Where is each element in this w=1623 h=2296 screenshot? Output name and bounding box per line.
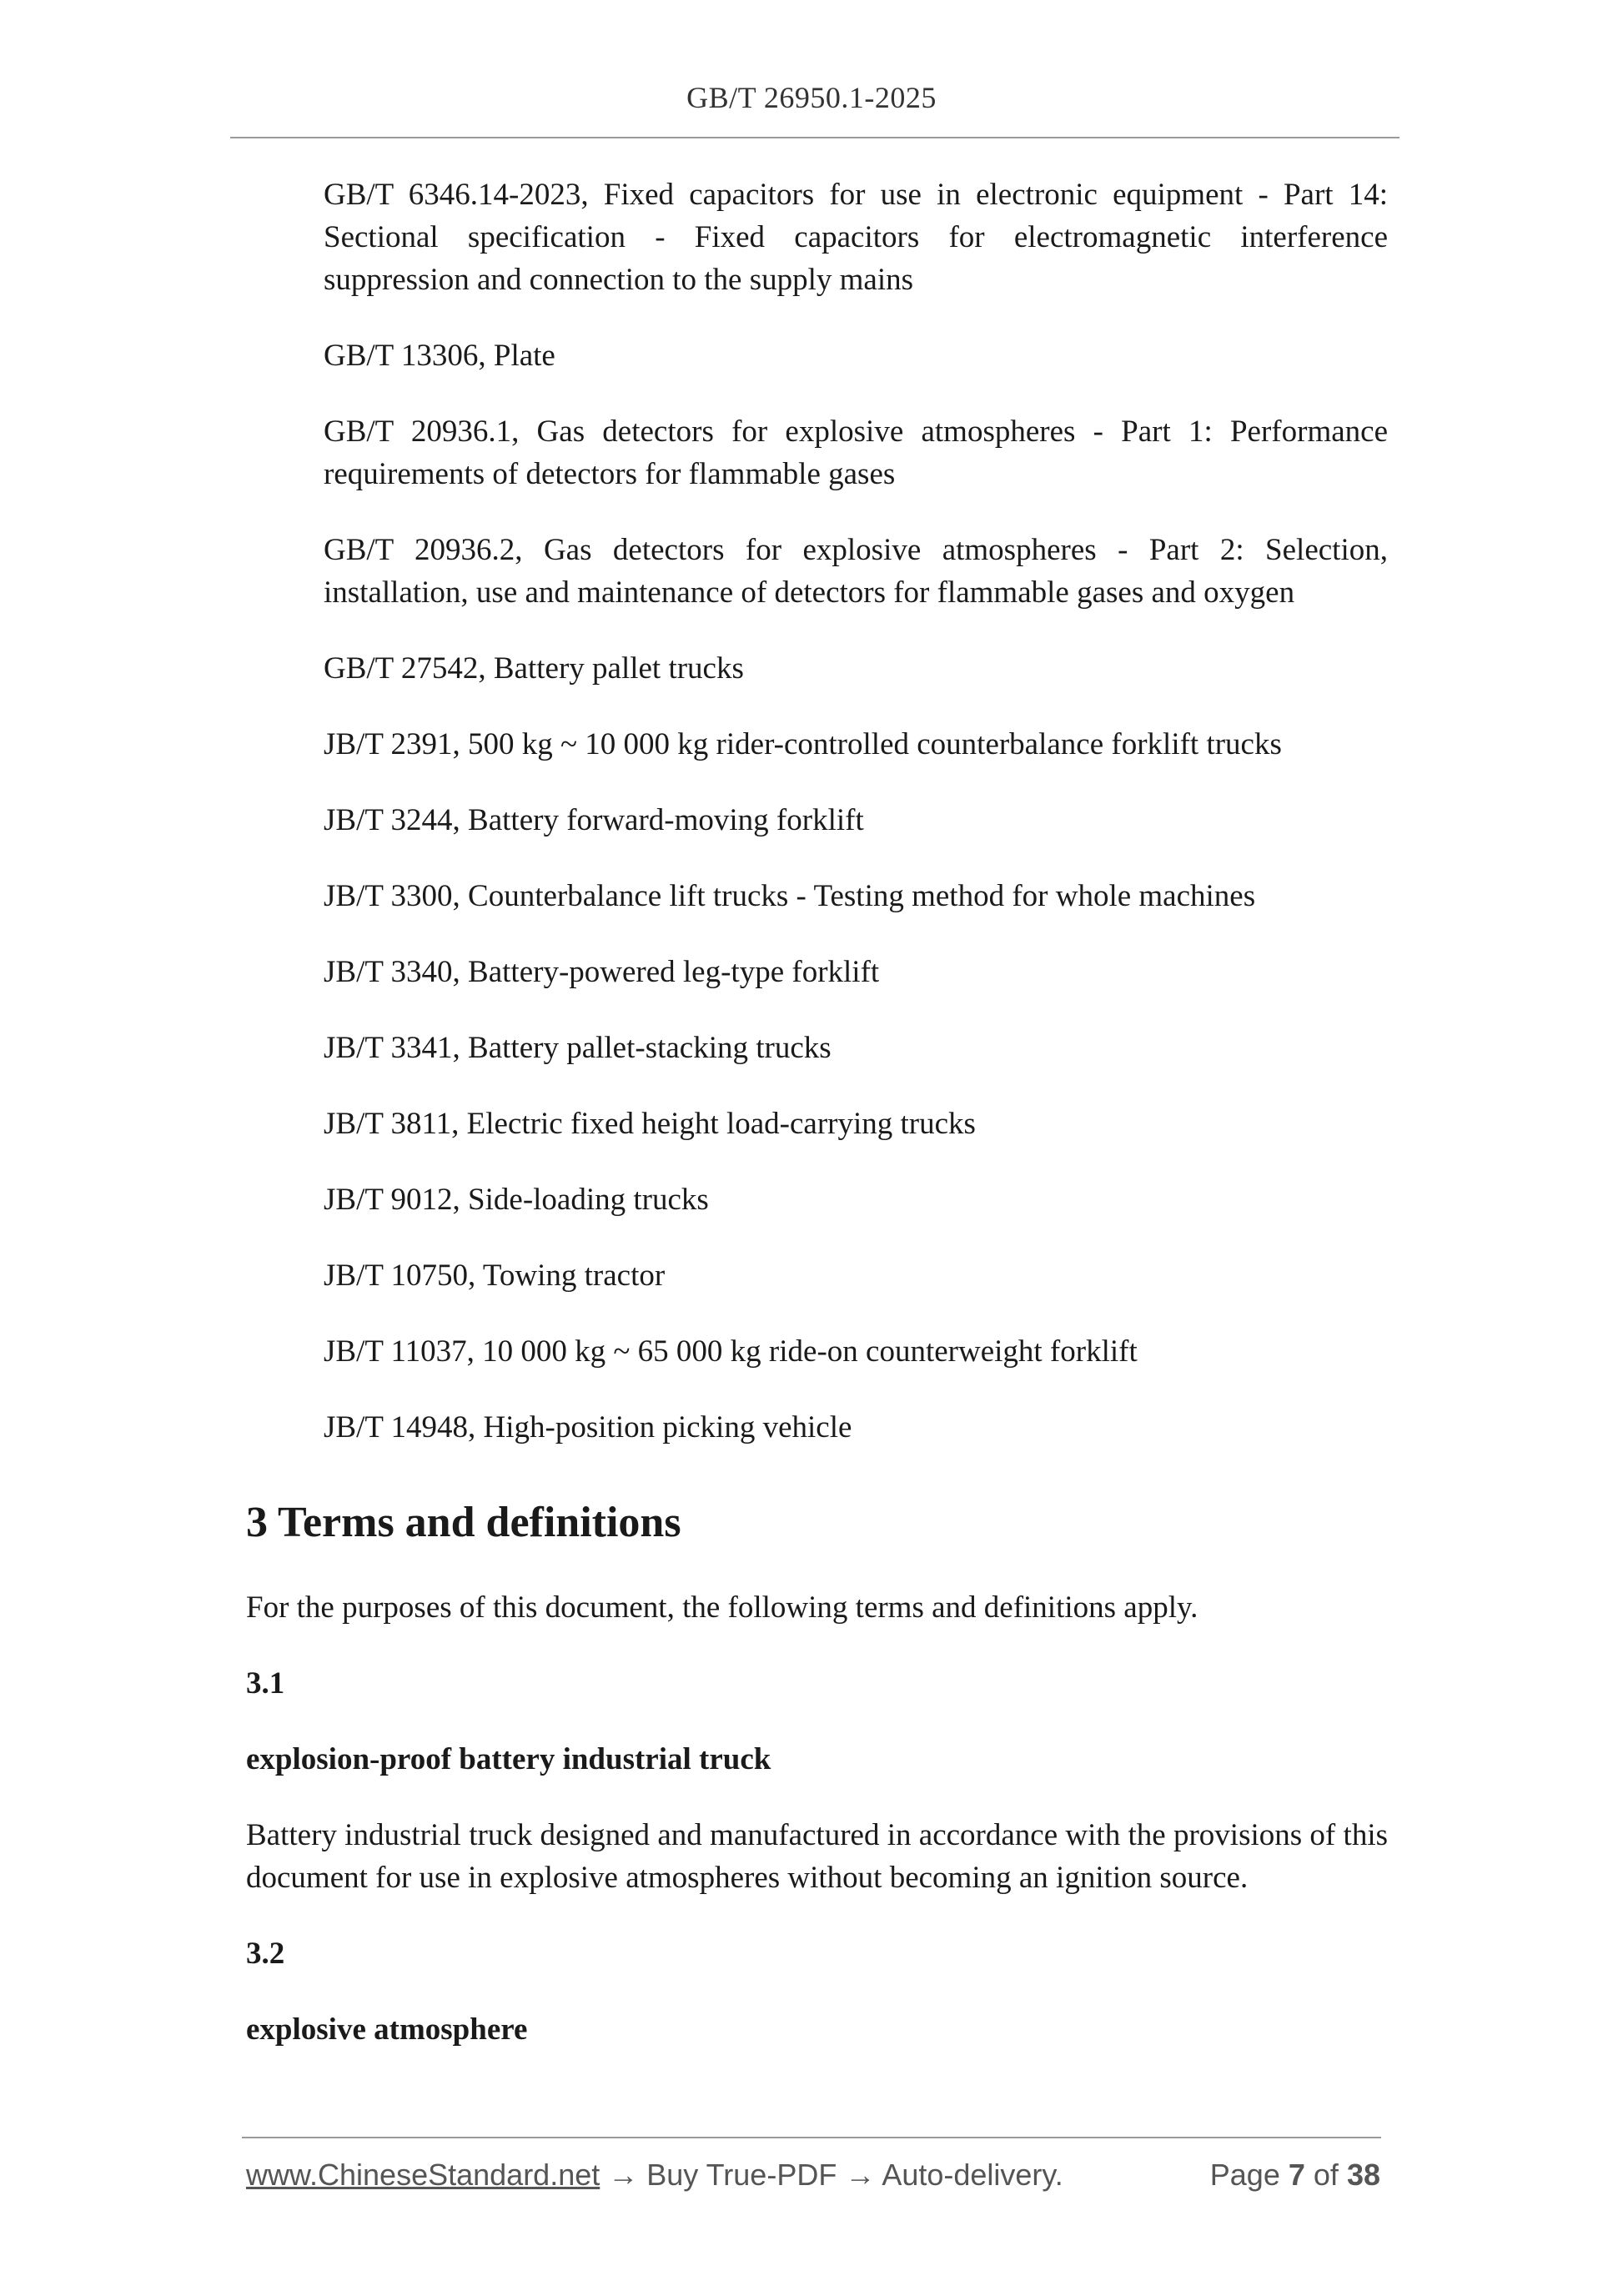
reference-item: JB/T 3300, Counterbalance lift trucks - Testing method for whole machines bbox=[324, 879, 1256, 913]
reference-item: GB/T 13306, Plate bbox=[324, 339, 555, 373]
reference-item: JB/T 11037, 10 000 kg ~ 65 000 kg ride-on counterweight forklift bbox=[324, 1334, 1138, 1369]
reference-item: GB/T 20936.1, Gas detectors for explosive atmospheres - Part 1: Performance requirements of detectors for flammable gases bbox=[324, 414, 1388, 491]
reference-item: JB/T 3244, Battery forward-moving forklift bbox=[324, 803, 864, 837]
page-of-label: of bbox=[1313, 2158, 1339, 2192]
header-divider bbox=[230, 137, 1399, 138]
terms-definitions-section bbox=[246, 1496, 1388, 2084]
reference-item: GB/T 27542, Battery pallet trucks bbox=[324, 651, 744, 686]
term-number: 3.2 bbox=[246, 1937, 285, 1971]
term-name: explosive atmosphere bbox=[246, 2012, 528, 2047]
footer-tagline: → Buy True-PDF → Auto-delivery. bbox=[600, 2158, 1063, 2192]
section-intro: For the purposes of this document, the following terms and definitions apply. bbox=[246, 1590, 1198, 1625]
reference-item: GB/T 6346.14-2023, Fixed capacitors for use in electronic equipment - Part 14: Sectional specification - Fixed capacitors for electromagnetic interference suppression and connection to the supply mains bbox=[324, 178, 1388, 297]
normative-references-list bbox=[324, 173, 1388, 1482]
reference-item: JB/T 10750, Towing tractor bbox=[324, 1259, 666, 1293]
term-definition: Battery industrial truck designed and manufactured in accordance with the provisions of this document for use in explosive atmospheres without becoming an ignition source. bbox=[246, 1818, 1388, 1895]
reference-item: JB/T 3341, Battery pallet-stacking trucks bbox=[324, 1031, 832, 1065]
page-total: 38 bbox=[1346, 2158, 1380, 2192]
page-footer bbox=[246, 2155, 1380, 2195]
reference-item: JB/T 2391, 500 kg ~ 10 000 kg rider-controlled counterbalance forklift trucks bbox=[324, 727, 1282, 761]
document-header-title: GB/T 26950.1-2025 bbox=[686, 81, 937, 114]
reference-item: JB/T 9012, Side-loading trucks bbox=[324, 1183, 709, 1217]
page-label: Page bbox=[1209, 2158, 1280, 2192]
page-indicator bbox=[1210, 2155, 1380, 2195]
footer-divider bbox=[242, 2137, 1381, 2138]
website-link[interactable]: www.ChineseStandard.net bbox=[246, 2158, 600, 2192]
reference-item: JB/T 3811, Electric fixed height load-carrying trucks bbox=[324, 1107, 976, 1141]
term-number: 3.1 bbox=[246, 1666, 285, 1701]
term-name: explosion-proof battery industrial truck bbox=[246, 1742, 771, 1776]
reference-item: JB/T 14948, High-position picking vehicle bbox=[324, 1410, 852, 1444]
reference-item: JB/T 3340, Battery-powered leg-type forklift bbox=[324, 955, 880, 989]
section-heading: 3 Terms and definitions bbox=[246, 1499, 681, 1546]
page-current: 7 bbox=[1288, 2158, 1305, 2192]
reference-item: GB/T 20936.2, Gas detectors for explosive atmospheres - Part 2: Selection, installation, use and maintenance of detectors for flammable gases and oxygen bbox=[324, 533, 1388, 610]
